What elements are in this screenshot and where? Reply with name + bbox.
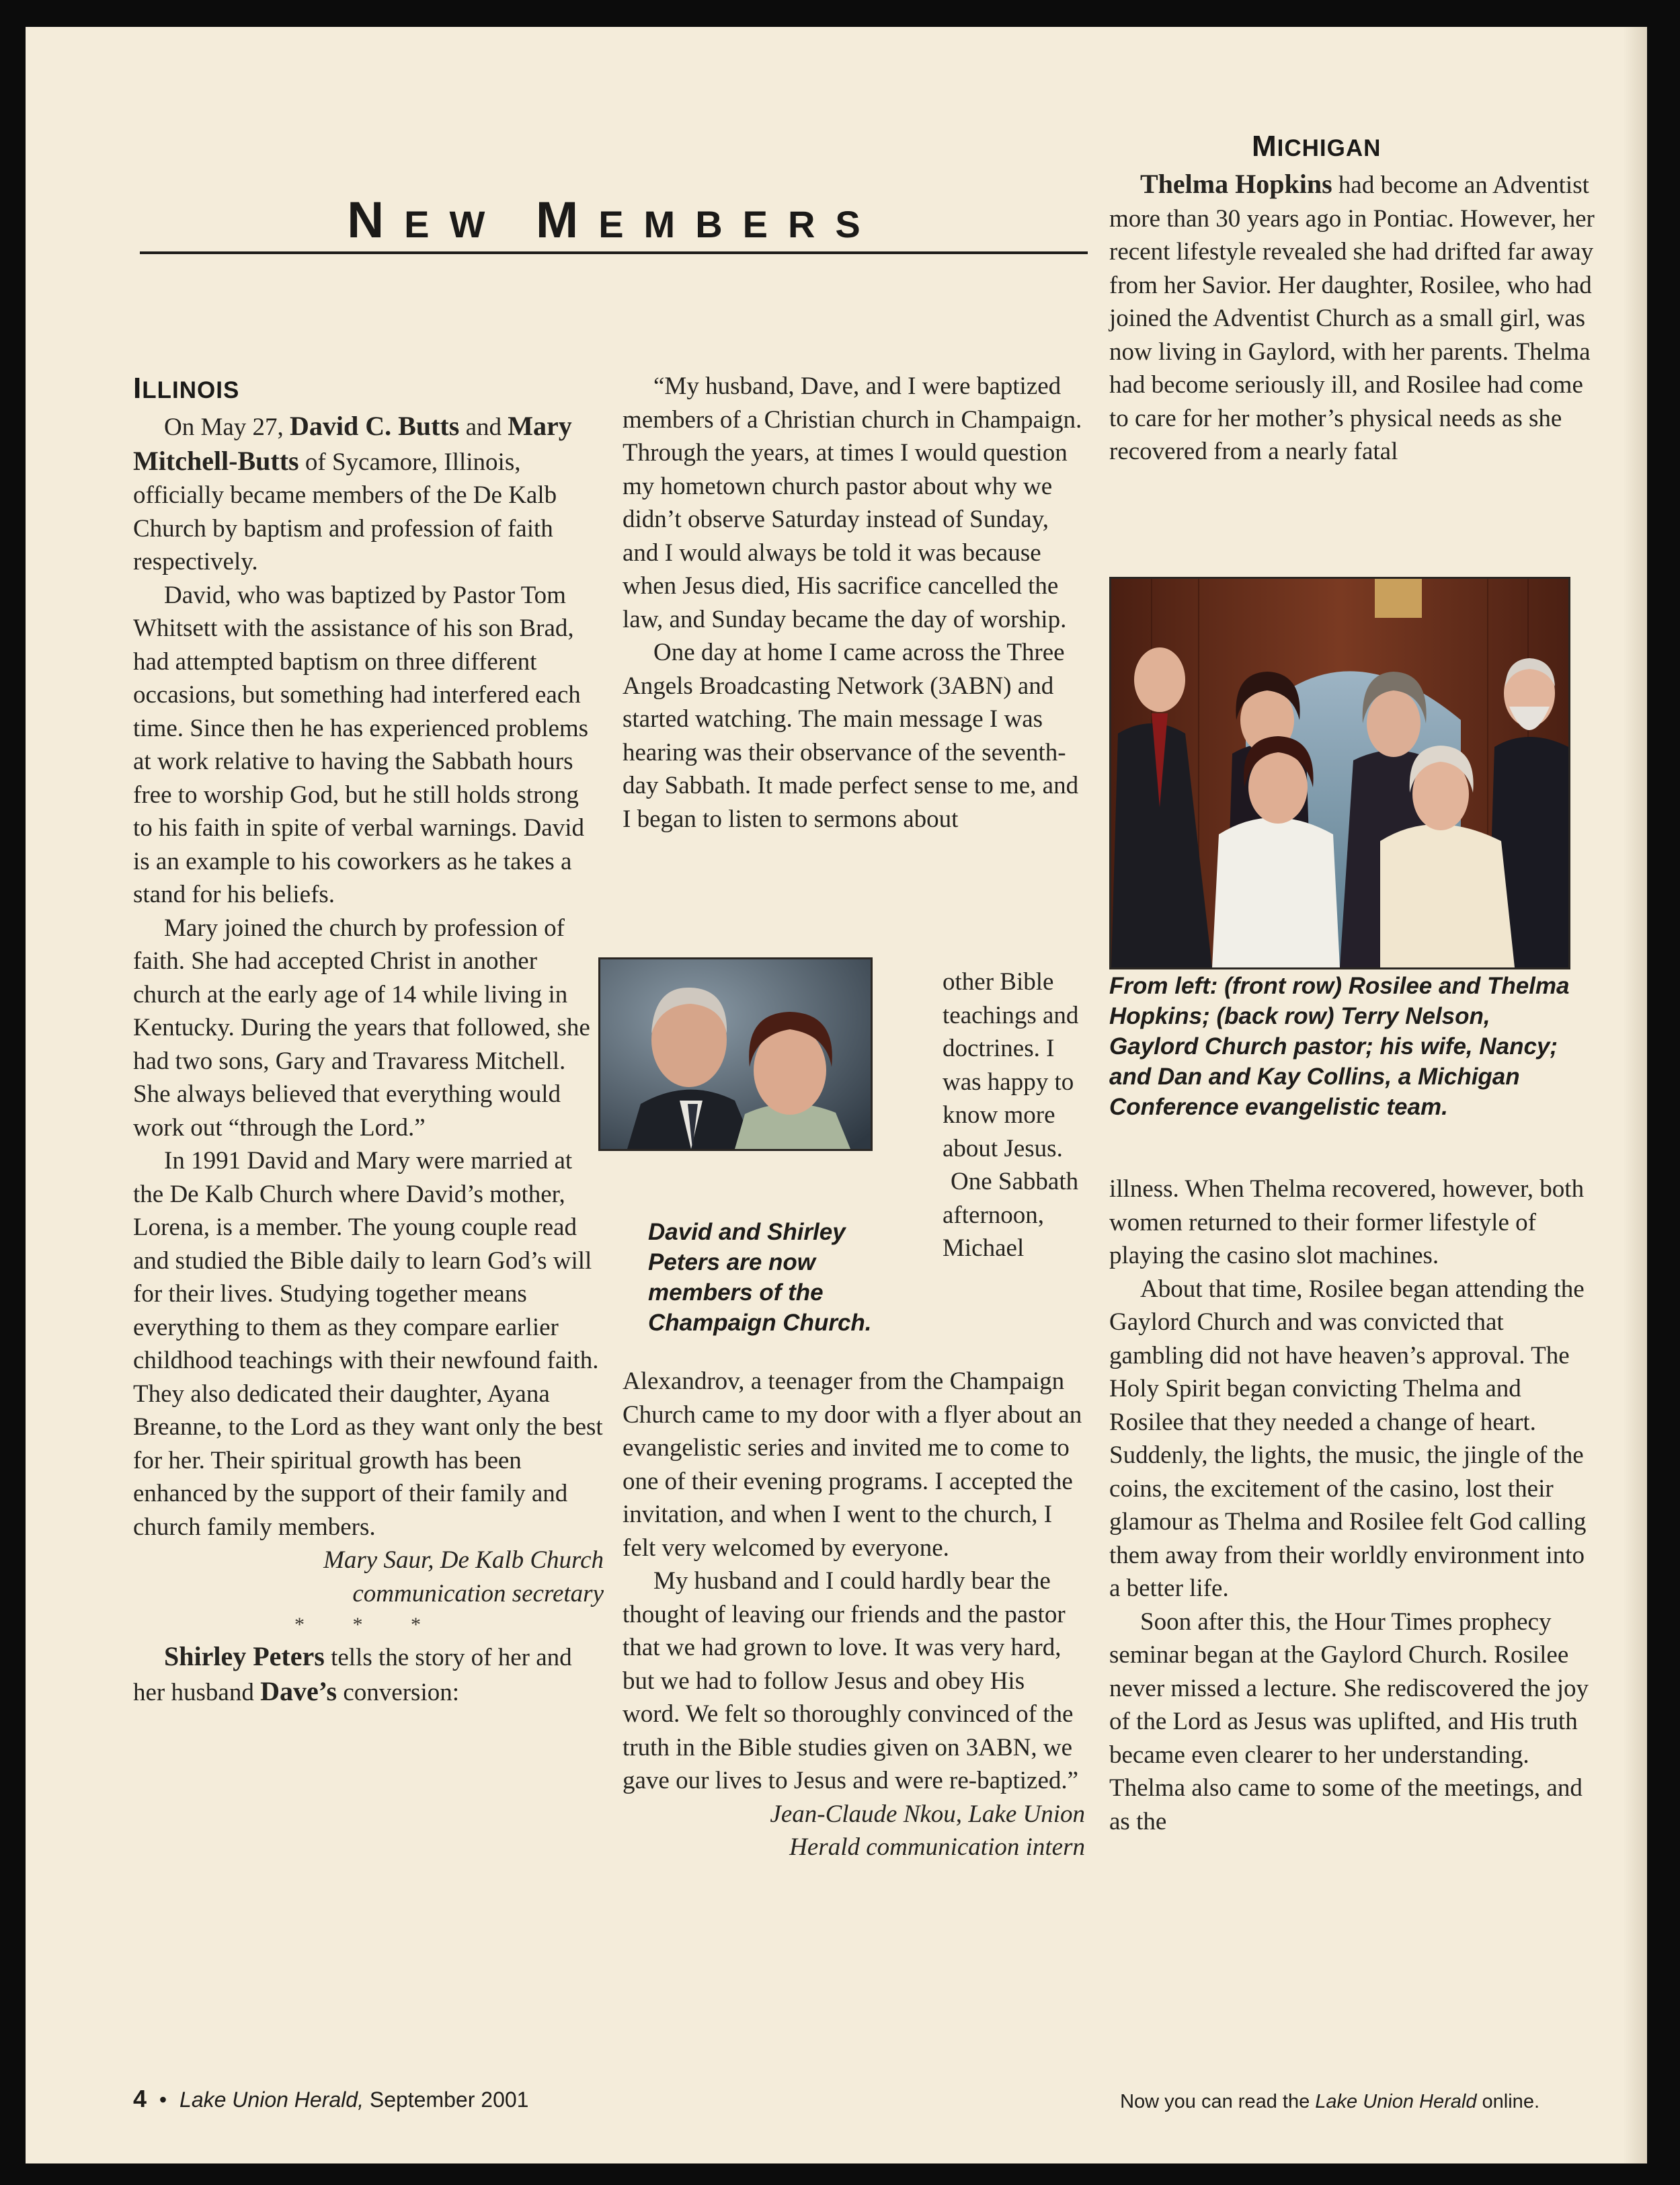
illinois-paragraph-4: In 1991 David and Mary were married at the De Kalb Church where David’s mother, Lorena, is a member. The young couple read and studied the Bible daily to learn God’s will for their lives. Studying together means everything to them as they compare earlier childhood teachings with their newfound faith. They also dedicated their daughter, Ayana Breanne, to the Lord as they want only the best for her. Their spiritual growth has been enhanced by the support of their family and church family members. [133,1147,603,1541]
footer-issue: September 2001 [363,2088,529,2112]
story-paragraph-2-continued: Alexandrov, a teenager from the Champaign Church came to my door with a flyer about an evangelistic series and invited me to come to one of their evening programs. I accepted the invitation, and when I went to the church, I felt very welcomed by everyone. [623,1367,1082,1562]
story-byline-name: Jean-Claude Nkou, Lake Union [770,1800,1085,1828]
footer-promo-text: Now you can read the [1120,2091,1316,2112]
column-michigan-bottom [1109,1173,1601,1838]
illinois-paragraph-5: Shirley Peters tells the story of her and her husband Dave’s conversion: [133,1641,572,1706]
group-portrait-image [1111,579,1568,967]
illinois-byline-name: Mary Saur, De Kalb Church [323,1546,604,1574]
region-heading-michigan: MICHIGAN [1252,130,1382,163]
footer-right [1120,2088,1539,2115]
story-narrow-text-2: One Sabbath afternoon, Michael [943,1168,1079,1262]
footer-bullet: • [159,2088,167,2112]
story-byline-role: Herald communication intern [789,1833,1085,1861]
story-narrow-text: other Bible teachings and doctrines. I was happy to know more about Jesus. [943,968,1079,1162]
name-thelma-hopkins: Thelma Hopkins [1140,169,1332,199]
illinois-byline-role: communication secretary [352,1579,604,1607]
couple-portrait-image [600,959,871,1149]
illinois-paragraph-2: David, who was baptized by Pastor Tom Whitsett with the assistance of his son Brad, had attempted baptism on three different occasions, but something had interfered each time. Since then he has experienced problems at work relative to having the Sabbath hours free to worship God, but he still holds strong to his faith in spite of verbal warnings. David is an example to his coworkers as he takes a stand for his beliefs. [133,581,589,908]
story-paragraph-3: My husband and I could hardly bear the thought of leaving our friends and the pastor that we had grown to love. It was very hard, but we had to follow Jesus and obey His word. We felt so thoroughly convinced of the truth in the Bible studies given on 3ABN, we gave our lives to Jesus and were re-baptized.” [623,1567,1079,1794]
michigan-paragraph-2: About that time, Rosilee began attending the Gaylord Church and was convicted that gambling did not have heaven’s approval. The Holy Spirit began convicting Thelma and Rosilee that they needed a change of heart. Suddenly, the lights, the music, the jingle of the coins, the excitement of the casino, lost their glamour as Thelma and Rosilee felt God calling them away from their worldly environment into a better life. [1109,1275,1587,1602]
photo-caption-peters: David and Shirley Peters are now members of the Champaign Church. [648,1219,872,1336]
photo-gaylord-group [1109,577,1570,969]
name-mary-mitchell-butts: Mary Mitchell-Butts [133,411,572,476]
page-number: 4 [133,2085,147,2112]
illinois-paragraph-1: On May 27, David C. Butts and Mary Mitchell-Butts of Sycamore, Illinois, officially became members of the De Kalb Church by baptism and profession of faith respectively. [133,411,572,575]
michigan-paragraph-1-continued: illness. When Thelma recovered, however, both women returned to their former lifestyle of playing the casino slot machines. [1109,1175,1585,1269]
illinois-paragraph-3: Mary joined the church by profession of faith. She had accepted Christ in another church at the early age of 14 while living in Kentucky. During the years that followed, she had two sons, Gary and Travaress Mitchell. She always believed that everything would work out “through the Lord.” [133,914,590,1142]
name-shirley-peters: Shirley Peters [164,1641,325,1671]
michigan-paragraph-3: Soon after this, the Hour Times prophecy seminar began at the Gaylord Church. Rosilee never missed a lecture. She rediscovered the joy of the Lord as Jesus was uplifted, and His truth became even clearer to her understanding. Thelma also came to some of the meetings, and as the [1109,1607,1589,1835]
name-david-butts: David C. Butts [290,411,460,441]
column-michigan-top [1109,128,1601,469]
section-masthead [140,194,1088,261]
region-heading-illinois: ILLINOIS [133,372,240,405]
section-title: NEW MEMBERS [347,192,881,249]
story-paragraph-2: One day at home I came across the Three Angels Broadcasting Network (3ABN) and started watching. The main message I was hearing was their observance of the seventh-day Sabbath. It made perfect sense to me, and I began to listen to sermons about [623,639,1079,833]
photo-david-shirley-peters [598,957,873,1151]
column-story-top [623,370,1085,836]
footer-promo-end: online. [1476,2091,1539,2112]
footer-promo-publication: Lake Union Herald [1315,2091,1477,2112]
michigan-paragraph-1: Thelma Hopkins had become an Adventist more than 30 years ago in Pontiac. However, her recent lifestyle revealed she had drifted far away from her Savior. Her daughter, Rosilee, who had joined the Adventist Church as a small girl, was now living in Gaylord, with her parents. Thelma had become seriously ill, and Rosilee had come to care for her mother’s physical needs as she recovered from a nearly fatal [1109,169,1595,465]
section-separator: * * * [294,1614,442,1636]
masthead-rule [140,251,1088,254]
photo-caption-gaylord: From left: (front row) Rosilee and Thelma Hopkins; (back row) Terry Nelson, Gaylord Church pastor; his wife, Nancy; and Dan and Kay Collins, a Michigan Conference evangelistic team. [1109,973,1570,1120]
footer-publication: Lake Union Herald, [179,2088,364,2112]
name-dave: Dave’s [260,1675,337,1706]
magazine-page [26,27,1647,2163]
story-paragraph-1: “My husband, Dave, and I were baptized members of a Christian church in Champaign. Through the years, at times I would question my hometown church pastor about why we didn’t observe Saturday instead of Sunday, and I would always be told it was because when Jesus died, His sacrifice cancelled the law, and Sunday became the day of worship. [623,372,1082,633]
column-story-bottom [623,1365,1085,1864]
column-illinois [133,370,604,1709]
column-story-narrow [943,965,1086,1265]
footer-left [133,2085,528,2113]
